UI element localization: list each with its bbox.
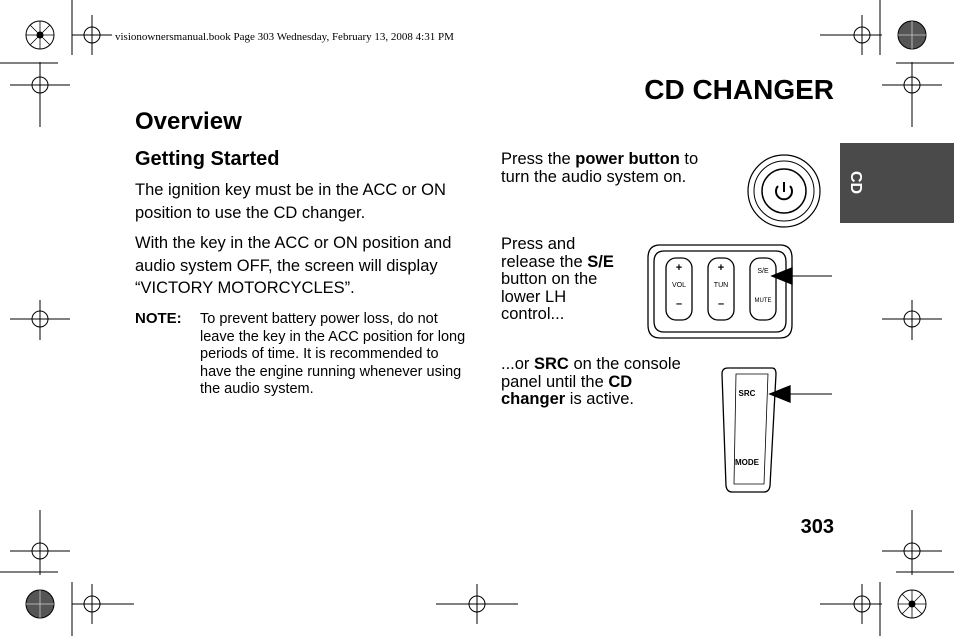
mode-button-label: MODE [735, 458, 759, 467]
tun-minus-icon: – [717, 298, 725, 310]
src-term: SRC [534, 355, 569, 373]
se-button-label: S/E [757, 268, 769, 275]
print-header: visionownersmanual.book Page 303 Wednesday, February 13, 2008 4:31 PM [115, 31, 454, 43]
step-src: ...or SRC on the console panel until the CD changer is active. [501, 355, 681, 409]
tun-plus-icon: + [717, 262, 725, 274]
note-text: To prevent battery power loss, do not leave the key in the ACC position for long periods of time. It is recommended to have the engine running whenever using the audio system. [200, 311, 466, 398]
vol-label: VOL [671, 282, 686, 289]
vol-minus-icon: – [675, 298, 683, 310]
se-term: S/E [587, 252, 614, 271]
paragraph-display: With the key in the ACC or ON position and audio system OFF, the screen will display “VICTORY MOTORCYCLES”. [135, 234, 452, 297]
step-se: Press and release the S/E button on the lower LH control... [501, 235, 614, 324]
section-title: CD CHANGER [644, 74, 834, 105]
note-label: NOTE: [135, 310, 182, 327]
cd-changer-term: CD changer [501, 372, 633, 409]
tun-label: TUN [713, 282, 729, 289]
vol-plus-icon: + [675, 262, 683, 274]
chapter-tab-label: CD [847, 171, 864, 195]
power-button-term: power button [575, 150, 680, 168]
page-number: 303 [800, 516, 834, 538]
subheading: Getting Started [135, 148, 280, 170]
paragraph-ignition: The ignition key must be in the ACC or ON position to use the CD changer. [135, 181, 446, 222]
page-heading: Overview [135, 108, 242, 135]
src-button-label: SRC [738, 389, 756, 398]
mute-button-label: MUTE [754, 298, 772, 304]
step-power: Press the power button to turn the audio system on. [501, 150, 699, 186]
